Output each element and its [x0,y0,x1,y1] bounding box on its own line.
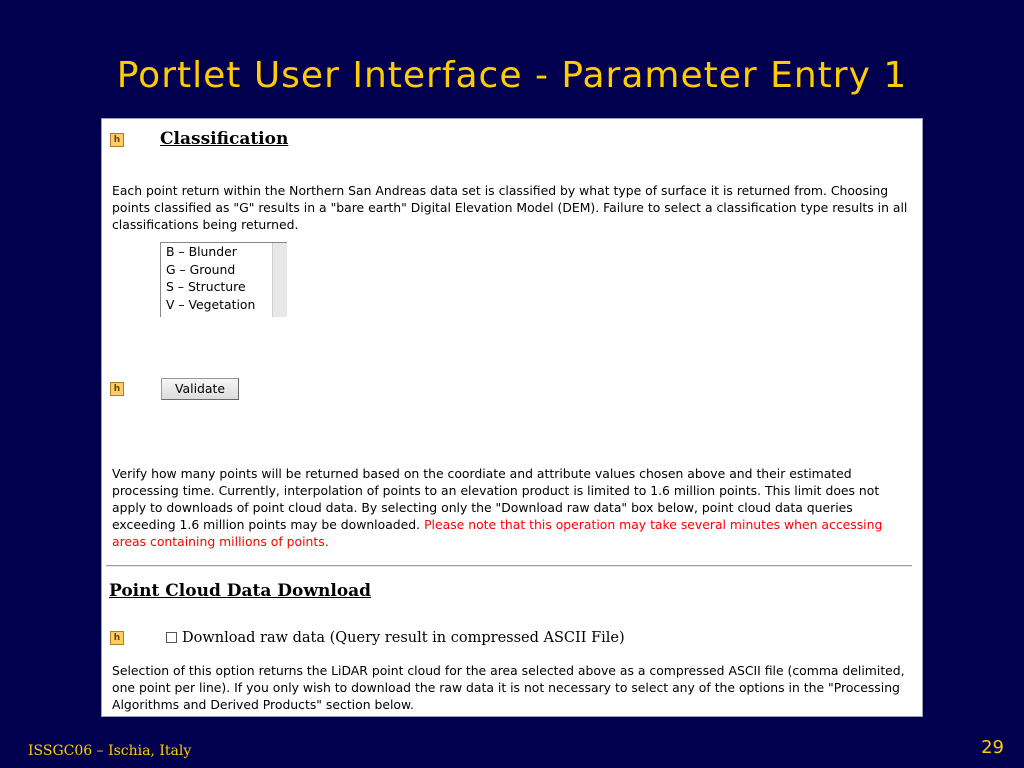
slide-title: Portlet User Interface - Parameter Entry 1 [116,55,908,96]
validate-warning: Please note that this operation may take several minutes when accessing areas containing millions of points. [112,517,883,549]
classification-heading: Classification [160,129,289,149]
download-raw-data-label[interactable]: Download raw data (Query result in compressed ASCII File) [182,630,625,646]
classification-description: Each point return within the Northern San Andreas data set is classified by what type of surface it is returned from. Choosing points classified as "G" results in a "bare earth" Digital Elevation Model (DEM). Failure to select a classification type results in all classifications being returned. [112,183,908,232]
validate-button[interactable]: Validate [161,378,239,400]
classification-option[interactable]: B – Blunder [166,244,237,259]
point-cloud-description: Selection of this option returns the LiDAR point cloud for the area selected above as a compressed ASCII file (comma delimited, one point per line). If you only wish to download the raw data it is not necessary to select any of the options in the "Processing Algorithms and Derived Products" section below. [112,663,905,712]
footer-conference: ISSGC06 – Ischia, Italy [28,743,192,759]
classification-option[interactable]: G – Ground [166,261,236,277]
portlet-screenshot [101,118,923,717]
validate-description-text: Verify how many points will be returned based on the coordiate and attribute values chosen above and their estimated processing time. Currently, interpolation of points to an elevation product is limited to 1.6 million points. This limit does not apply to downloads of point cloud data. By selecting only the "Download raw data" box below, point cloud data queries exceeding 1.6 million points may be downloaded. [112,466,880,532]
section-divider [106,565,912,567]
listbox-scrollbar[interactable] [272,243,287,317]
validate-description [112,465,912,550]
help-icon[interactable]: h [110,382,124,396]
classification-listbox[interactable] [160,242,287,317]
classification-option[interactable]: V – Vegetation [166,296,256,312]
help-icon[interactable]: h [110,133,124,147]
classification-option[interactable]: S – Structure [166,279,246,294]
download-raw-data-checkbox[interactable] [166,632,177,643]
help-icon[interactable]: h [110,631,124,645]
page-number: 29 [981,737,1004,758]
point-cloud-heading: Point Cloud Data Download [109,581,372,601]
